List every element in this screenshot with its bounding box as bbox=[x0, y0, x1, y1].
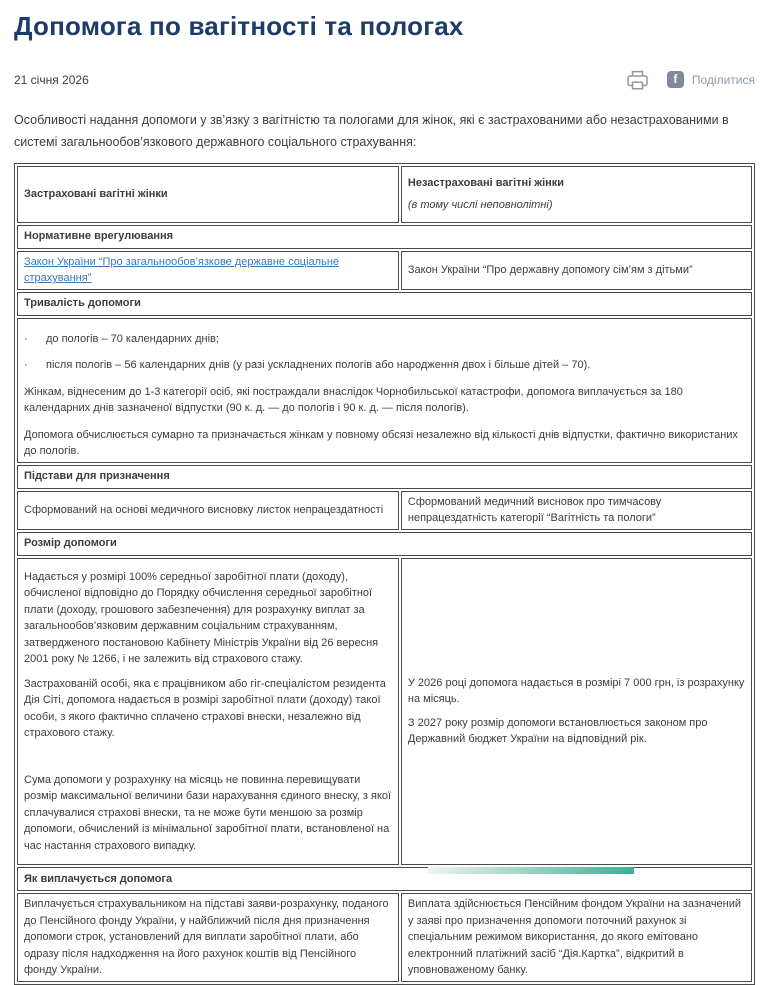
table-row bbox=[17, 166, 752, 223]
payment-insured-cell: Виплачується страхувальником на підставі заяви-розрахунку, поданого до Пенсійного фонду України, у найближчий після дня призначення допомоги строк, установлений для виплати заробітної плати, або одразу після надходження на його рахунок коштів від Пенсійного фонду України. bbox=[17, 893, 399, 982]
page-title: Допомога по вагітності та пологах bbox=[14, 11, 464, 41]
regulation-uninsured-cell: Закон України “Про державну допомогу сім’ям з дітьми” bbox=[401, 251, 752, 290]
table-row bbox=[17, 318, 752, 463]
grounds-uninsured-cell: Сформований медичний висновок про тимчасову непрацездатність категорії “Вагітність та пологи” bbox=[401, 491, 752, 530]
bullet-marker: · bbox=[24, 359, 28, 372]
amount-insured-cell bbox=[17, 558, 399, 866]
amount-paragraph: Надається у розмірі 100% середньої заробітної плати (доходу), обчисленої відповідно до Порядку обчислення середньої заробітної плати (доходу, грошового забезпечення) для розрахунку виплат за загальнообов’язковим державним соціальним страхуванням, затвердженого постановою Кабінету Міністрів України від 26 вересня 2001 року № 1266, і не залежить від страхового стажу. bbox=[24, 570, 379, 666]
amount-paragraph: Застрахованій особі, яка є працівником або гіг-спеціалістом резидента Дія Сіті, допомога надається в розмірі заробітної плати (доходу) такої особи, з якого фактично сплачено страхові внески, незалежно від страхового стажу. bbox=[24, 677, 386, 740]
print-button[interactable] bbox=[627, 70, 648, 90]
table-row bbox=[17, 292, 752, 316]
duration-details-cell bbox=[17, 318, 752, 463]
section-header-grounds: Підстави для призначення bbox=[17, 465, 752, 489]
facebook-share-button[interactable] bbox=[667, 71, 755, 88]
table-row bbox=[17, 893, 752, 982]
intro-paragraph: Особливості надання допомоги у зв’язку з вагітністю та пологами для жінок, які є застрахованими або незастрахованими в системі загальнообов’язкового державного соціального страхування: bbox=[14, 112, 729, 149]
uninsured-column-header bbox=[401, 166, 752, 223]
section-header-amount: Розмір допомоги bbox=[17, 532, 752, 556]
bullet-text: до пологів – 70 календарних днів; bbox=[46, 332, 219, 345]
law-link[interactable]: Закон України “Про загальнообов’язкове державне соціальне страхування” bbox=[24, 255, 340, 285]
insured-column-header: Застраховані вагітні жінки bbox=[17, 166, 399, 223]
article-actions bbox=[627, 70, 755, 90]
bottom-teal-bar bbox=[428, 867, 634, 874]
bullet-marker: · bbox=[24, 332, 28, 345]
section-header-regulation: Нормативне врегулювання bbox=[17, 225, 752, 249]
article-page bbox=[0, 12, 769, 985]
table-row bbox=[17, 558, 752, 866]
amount-uninsured-cell bbox=[401, 558, 752, 866]
facebook-icon: f bbox=[667, 71, 684, 88]
section-header-duration: Тривалість допомоги bbox=[17, 292, 752, 316]
grounds-insured-cell: Сформований на основі медичного висновку листок непрацездатності bbox=[17, 491, 399, 530]
uninsured-header-text: Незастраховані вагітні жінки bbox=[407, 176, 565, 189]
table-row bbox=[17, 465, 752, 489]
table-row bbox=[17, 491, 752, 530]
table-row bbox=[17, 251, 752, 290]
bullet-text: після пологів – 56 календарних днів (у разі ускладнених пологів або народження двох і більше дітей – 70). bbox=[46, 359, 591, 372]
comparison-table bbox=[14, 163, 755, 985]
amount-paragraph: З 2027 року розмір допомоги встановлюється законом про Державний бюджет України на відповідний рік. bbox=[407, 716, 708, 746]
uninsured-header-note: (в тому числі неповнолітні) bbox=[407, 199, 553, 212]
duration-paragraph: Допомога обчислюється сумарно та призначається жінкам у повному обсязі незалежно від кількості днів відпустки, фактично використаних до пологів. bbox=[24, 428, 738, 458]
meta-row bbox=[14, 69, 755, 91]
table-row bbox=[17, 867, 752, 891]
table-row bbox=[17, 225, 752, 249]
regulation-insured-cell bbox=[17, 251, 399, 290]
duration-paragraph: Жінкам, віднесеним до 1-3 категорії осіб, які постраждали внаслідок Чорнобильської катастрофи, допомога виплачується за 180 календарних днів зазначеної відпустки (90 к. д. — до пологів і 90 к. д. — після пологів). bbox=[24, 385, 683, 415]
payment-uninsured-cell: Виплата здійснюється Пенсійним фондом України на зазначений у заяві про призначення допомоги поточний рахунок зі спеціальним режимом використання, до якого емітовано електронний платіжний засіб “Дія.Картка”, відкритий в уповноваженому банку. bbox=[401, 893, 752, 982]
table-row bbox=[17, 532, 752, 556]
amount-paragraph: Сума допомоги у розрахунку на місяць не повинна перевищувати розмір максимальної величини бази нарахування єдиного внеску, з якої сплачувалися страхові внески, та не може бути меншою за розмір допомоги, обчислений із мінімальної заробітної плати, встановленої на час настання страхового випадку. bbox=[24, 773, 392, 852]
section-header-payment: Як виплачується допомога bbox=[17, 867, 752, 891]
bullet-item bbox=[24, 331, 745, 348]
printer-icon bbox=[627, 70, 648, 90]
publish-date: 21 січня 2026 bbox=[14, 72, 89, 87]
amount-paragraph: У 2026 році допомога надається в розмірі 7 000 грн, із розрахунку на місяць. bbox=[407, 676, 745, 706]
bullet-item bbox=[24, 357, 745, 374]
share-label: Поділитися bbox=[691, 72, 755, 87]
